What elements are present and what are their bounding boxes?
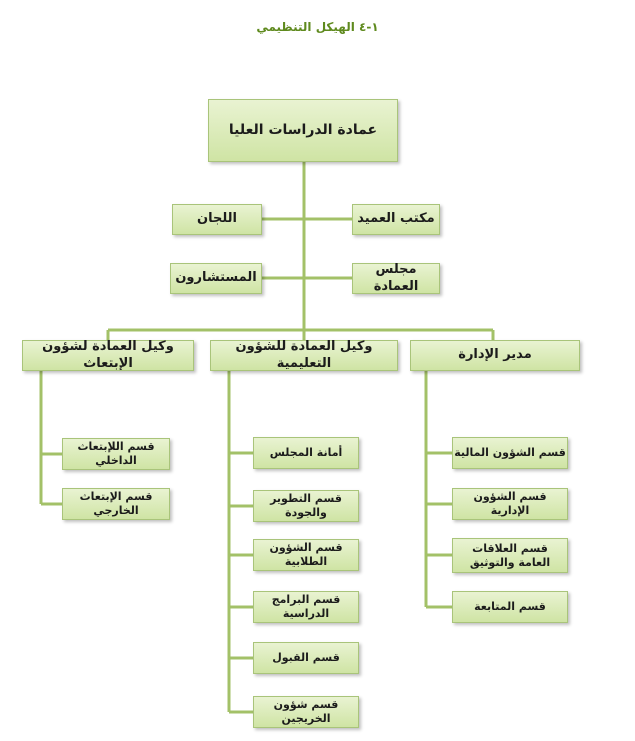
chart-title: ١-٤ الهيكل التنظيمي — [256, 20, 379, 34]
dept-box-development-quality: قسم التطوير والجودة — [253, 490, 359, 522]
dept-box-public-relations: قسم العلاقات العامة والتوثيق — [452, 538, 568, 573]
root-label: عمادة الدراسات العليا — [228, 121, 378, 138]
dept-box-admission: قسم القبول — [253, 642, 359, 674]
dept-box-study-programs: قسم البرامج الدراسية — [253, 591, 359, 623]
staff-box-committees: اللجان — [172, 204, 262, 235]
dept-box-external-scholarship: قسم الإبتعاث الخارجي — [62, 488, 170, 520]
dept-box-graduates: قسم شؤون الخريجين — [253, 696, 359, 728]
dept-box-finance: قسم الشؤون المالية — [452, 437, 568, 469]
staff-box-deanship-council: مجلس العمادة — [352, 263, 440, 294]
dept-box-council-secretariat: أمانة المجلس — [253, 437, 359, 469]
root-box — [208, 99, 398, 162]
branch-box-admin-director: مدير الإدارة — [410, 340, 580, 371]
dept-box-internal-scholarship: قسم اللإبتعاث الداخلي — [62, 438, 170, 470]
staff-box-dean-office: مكتب العميد — [352, 204, 440, 235]
dept-box-administration: قسم الشؤون الإدارية — [452, 488, 568, 520]
dept-box-follow-up: قسم المتابعة — [452, 591, 568, 623]
staff-box-consultants: المستشارون — [170, 263, 262, 294]
branch-box-scholarship-vice-dean: وكيل العمادة لشؤون الإبتعاث — [22, 340, 194, 371]
branch-box-education-vice-dean: وكيل العمادة للشؤون التعليمية — [210, 340, 398, 371]
dept-box-student-affairs: قسم الشؤون الطلابية — [253, 539, 359, 571]
